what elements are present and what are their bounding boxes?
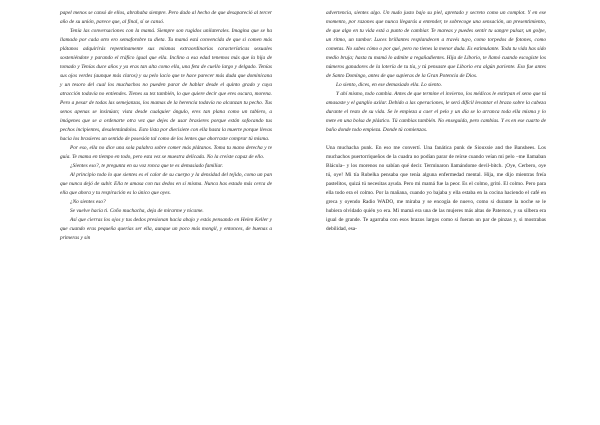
paragraph: papel menos se cansó de ellos, abrahaba siempre. Pero dado al hecho de que desapareció al tercer año de su unión, parece que, al final, sí se cansó. [60, 10, 272, 25]
paragraph: Se vuelve hacia ti. Coño muchacha, deja de mirarme y tócame. [70, 208, 204, 214]
paragraph: Tenía las conversaciones con la mamá. Siempre son rugidos unilaterales. Imagina que se ha llamado por cada otro ero semaforobre tu dieta. Tu mamá está convencida de que si comen más plátanos adquirirás repentinamente sus mismas extraordinarias características sexuales sosteniéndote y parando el tráfico igual que ella. Inclino a esa edad tenemos más que la hija de tomado y Tenías duce años y ya eras tan alta como ella, una feta de cuello largo y delgado. Tenías sus ojos verdes (aunque más claros) y su pelo lacio que te hace parecer más duda que dominicana y un tesoro del cual los muchachos no pueden parar de hablar desde el quinto grado y cuya atracción todavía no entiendes. Tienes su tez también, lo que quiere decir que eres oscura, morena. Pero a pesar de todas las semejanzas, los mamas de la herencia todavía no alcanzan tu pecho. Tus senos apenas se insinúan; vista desde cualquier ángulo, eres tan plana como un tablero, a imágenes que se a ordenarte otra vez que dejes de usar brasieres porque están sofocando tus pechos incipientes, desalentándolos. Esto lista por diecisiete con ella hasta la muerte porque llevas hacia los brasieres un sentido de posesión tal como de los lentes que ahorraste comprar tú misma. [60, 28, 272, 142]
paragraph: Y ahí mismo, todo cambia. Antes de que termine el invierno, los médicos le extirpan el seno que tú amasaste y el ganglio axilar. Debido a las operaciones, le será difícil levantar el brazo sobre la cabeza durante el resto de su vida. Se le empieza a caer el pelo y un día se lo arranca toda ella misma y lo mete en una bolsa de plástico. Tú cambias también. No enseguida, pero cambias. Y es en ese cuarto de baño donde todo empieza. Donde tú comienzas. [326, 91, 546, 133]
paragraph: Al principio todo lo que sientes es el calor de su cuerpo y la densidad del tejido, como un pan que nunca dejó de subir. Ella te amasa con tus dedos en sí misma. Nunca has estado más cerca de ella que ahora y tu respiración es lo único que oyes. [60, 172, 272, 196]
paragraph: Por eso, ella no dice una sola palabra sobre comer más plátanos. Toma tu mano derecha y te guía. Te mama en tiempo en todo, pero esta vez se muestra delicada. No la creíste capaz de ello. [60, 145, 272, 160]
paragraph: ¿Sientes eso?, te pregunta en su voz ronca que te es demasiado familiar. [70, 163, 223, 169]
left-page-text-column [60, 9, 272, 243]
paragraph: Una muchacha punk. En eso me convertí. Una fanática punk de Siouxsie and the Banshees. Los muchachos puertorriqueños de la cuadra no podían parar de reírse cuando veían mi pelo –me llamaban Blácula– y los morenos no sabían qué decir. Terminaron llamándome devil-bitch. ¡Oye, Cerbero, oye tú, oye! Mi tía Rubelka pensaba que tenía alguna enfermedad mental. Hija, me dijo mientras freía pastelitos, quizá tú necesitas ayuda. Pero mi mamá fue la peor. Es el colmo, gritó. El colmo. Pero para ella todo era el colmo. Por la mañana, cuando yo bajaba y ella estaba en la cocina haciendo el café en greca y oyendo Radio WADO, me miraba y se encogía de nuevo, como si durante la noche se le hubiera olvidado quién yo era. Mi mamá era una de las mujeres más altas de Paterson, y su silbera era igual de grande. Te agarraba con esos brazos largos como si fueran un par de pinzas y, si mostrabas debilidad, esa- [326, 145, 546, 232]
right-page-text-column [326, 9, 546, 234]
paragraph: ¿No sientes eso? [70, 199, 106, 205]
paragraph: Lo siento, dices, en ese demasiado ella. Lo siento. [336, 82, 442, 88]
paragraph: Así que cierras los ojos y tus dedos presionan hacia abajo y estás pensando en Helen Keller y que cuando eras pequeña querías ser ella, aunque un poco más mongil, y entonces, de buenas a primeras y sin [60, 217, 272, 241]
paragraph: advertencia, sientes algo. Un nudo justo bajo su piel, apretado y secreto como un complot. Y en ese momento, por razones que nunca llegarás a entender, te sobrecoge una sensación, un presentimiento, de que algo en tu vida está a punto de cambiar. Te mareas y puedes sentir tu sangre pulsar, un golpe, un ritmo, un tambor. Luces brillantes resplandecen a través tuyo, como torpedos de fotones, como cometas. No sabes cómo o por qué, pero no tienes la menor duda. Es estimulante. Toda tu vida has sido medio bruja; hasta tu mamá lo admite a regañadientes. Hija de Liborio, te llamó cuando escogiste los números ganadores de la lotería de tu tía, y tú pensaste que Liborio era algún pariente. Eso fue antes de Santo Domingo, antes de que supieras de la Gran Potencia de Dios. [326, 10, 546, 79]
right-page [300, 0, 600, 425]
